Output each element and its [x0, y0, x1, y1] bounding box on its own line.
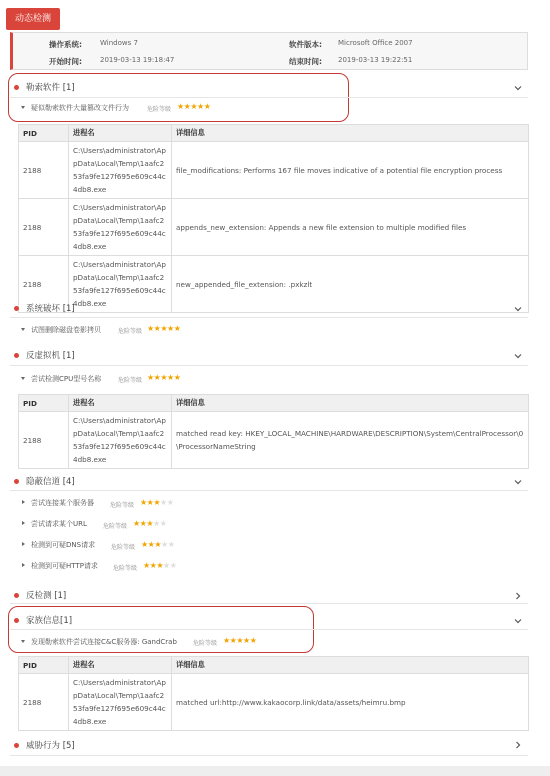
rating-stars: ★★★★★	[177, 102, 211, 111]
cell-pid: 2188	[19, 256, 69, 313]
os-label: 操作系统:	[49, 40, 82, 49]
table-row	[19, 199, 529, 256]
chevron-right-icon[interactable]	[514, 592, 522, 600]
divider	[10, 97, 528, 98]
family-item-label[interactable]: 发现勒索软件尝试连接C&C服务器: GandCrab	[31, 638, 177, 646]
divider	[10, 629, 528, 630]
chevron-down-icon[interactable]	[514, 617, 522, 625]
caret-right-icon[interactable]	[22, 542, 25, 546]
table-row	[19, 256, 529, 313]
col-process: 进程名	[69, 395, 172, 412]
start-time-label: 开始时间:	[49, 57, 82, 66]
chevron-down-icon[interactable]	[514, 84, 522, 92]
col-process: 进程名	[69, 657, 172, 674]
table-row	[19, 412, 529, 469]
start-time-value: 2019-03-13 19:18:47	[100, 56, 175, 64]
cell-pid: 2188	[19, 199, 69, 256]
dynamic-detection-button[interactable]: 动态检测	[6, 8, 60, 30]
danger-label: 危险等级	[193, 640, 218, 647]
divider	[10, 755, 528, 756]
col-pid: PID	[19, 657, 69, 674]
cell-process: C:\Users\administrator\AppData\Local\Temp\1aafc253fa9fe127f695e609c44c4db8.exe	[69, 142, 172, 199]
section-dot	[14, 593, 19, 598]
bottom-bar	[0, 766, 550, 776]
covert-item-label[interactable]: 检测到可疑HTTP请求	[31, 562, 98, 570]
rating-stars: ★★★★★	[223, 636, 257, 645]
rating-stars: ★★★★★	[140, 498, 174, 507]
caret-down-icon[interactable]	[21, 640, 25, 643]
antivm-item-label[interactable]: 尝试检测CPU型号名称	[31, 375, 102, 383]
os-value: Windows 7	[100, 39, 138, 47]
section-dot	[14, 353, 19, 358]
cell-pid: 2188	[19, 412, 69, 469]
caret-right-icon[interactable]	[22, 521, 25, 525]
version-value: Microsoft Office 2007	[338, 39, 413, 47]
end-time-label: 结束时间:	[289, 57, 322, 66]
danger-label: 危险等级	[103, 523, 128, 530]
col-pid: PID	[19, 395, 69, 412]
section-title-antivm[interactable]: 反虚拟机 [1]	[26, 351, 75, 361]
section-dot	[14, 85, 19, 90]
section-title-sysdestroy[interactable]: 系统破坏 [1]	[26, 304, 75, 314]
end-time-value: 2019-03-13 19:22:51	[338, 56, 413, 64]
cell-pid: 2188	[19, 674, 69, 731]
cell-process: C:\Users\administrator\AppData\Local\Temp\1aafc253fa9fe127f695e609c44c4db8.exe	[69, 256, 172, 313]
section-title-family[interactable]: 家族信息[1]	[26, 616, 73, 626]
antivm-table	[18, 394, 529, 469]
caret-right-icon[interactable]	[22, 500, 25, 504]
cell-detail: new_appended_file_extension: .pxkzlt	[172, 256, 529, 313]
caret-down-icon[interactable]	[21, 106, 25, 109]
cell-detail: matched read key: HKEY_LOCAL_MACHINE\HARDWARE\DESCRIPTION\System\CentralProcessor\0\ProcessorNameString	[172, 412, 529, 469]
caret-down-icon[interactable]	[21, 377, 25, 380]
section-dot	[14, 479, 19, 484]
cell-detail: matched url:http://www.kakaocorp.link/data/assets/heimru.bmp	[172, 674, 529, 731]
rating-stars: ★★★★★	[147, 324, 181, 333]
table-row	[19, 674, 529, 731]
covert-item-label[interactable]: 尝试请求某个URL	[31, 520, 87, 528]
danger-label: 危险等级	[147, 106, 172, 113]
danger-label: 危险等级	[118, 377, 143, 384]
table-row	[19, 142, 529, 199]
cell-process: C:\Users\administrator\AppData\Local\Temp\1aafc253fa9fe127f695e609c44c4db8.exe	[69, 674, 172, 731]
cell-process: C:\Users\administrator\AppData\Local\Temp\1aafc253fa9fe127f695e609c44c4db8.exe	[69, 412, 172, 469]
chevron-down-icon[interactable]	[514, 478, 522, 486]
version-label: 软件版本:	[289, 40, 322, 49]
cell-detail: appends_new_extension: Appends a new file extension to multiple modified files	[172, 199, 529, 256]
info-panel	[10, 32, 528, 70]
ransom-table	[18, 124, 529, 313]
rating-stars: ★★★★★	[143, 561, 177, 570]
col-process: 进程名	[69, 125, 172, 142]
rating-stars: ★★★★★	[147, 373, 181, 382]
caret-right-icon[interactable]	[22, 563, 25, 567]
section-dot	[14, 743, 19, 748]
sysdestroy-item-label[interactable]: 试图删除磁盘卷影拷贝	[31, 326, 101, 334]
cell-detail: file_modifications: Performs 167 file moves indicative of a potential file encryption process	[172, 142, 529, 199]
cell-pid: 2188	[19, 142, 69, 199]
chevron-down-icon[interactable]	[514, 305, 522, 313]
danger-label: 危险等级	[113, 565, 138, 572]
rating-stars: ★★★★★	[133, 519, 167, 528]
col-detail: 详细信息	[172, 125, 529, 142]
section-title-covert[interactable]: 隐蔽信道 [4]	[26, 477, 75, 487]
chevron-down-icon[interactable]	[514, 352, 522, 360]
covert-item-label[interactable]: 检测到可疑DNS请求	[31, 541, 96, 549]
rating-stars: ★★★★★	[141, 540, 175, 549]
danger-label: 危险等级	[111, 544, 136, 551]
covert-item-label[interactable]: 尝试连接某个服务器	[31, 499, 94, 507]
danger-label: 危险等级	[118, 328, 143, 335]
divider	[10, 365, 528, 366]
col-pid: PID	[19, 125, 69, 142]
ransom-item-label[interactable]: 疑似勒索软件大量篡改文件行为	[31, 104, 129, 112]
divider	[10, 603, 528, 604]
divider	[10, 317, 528, 318]
section-dot	[14, 306, 19, 311]
section-title-threat[interactable]: 威胁行为 [5]	[26, 741, 75, 751]
col-detail: 详细信息	[172, 657, 529, 674]
caret-down-icon[interactable]	[21, 328, 25, 331]
section-dot	[14, 618, 19, 623]
cell-process: C:\Users\administrator\AppData\Local\Temp\1aafc253fa9fe127f695e609c44c4db8.exe	[69, 199, 172, 256]
chevron-right-icon[interactable]	[514, 741, 522, 749]
family-table	[18, 656, 529, 731]
danger-label: 危险等级	[110, 502, 135, 509]
col-detail: 详细信息	[172, 395, 529, 412]
section-title-antidetect[interactable]: 反检测 [1]	[26, 591, 67, 601]
divider	[10, 490, 528, 491]
section-title-ransom[interactable]: 勒索软件 [1]	[26, 83, 75, 93]
